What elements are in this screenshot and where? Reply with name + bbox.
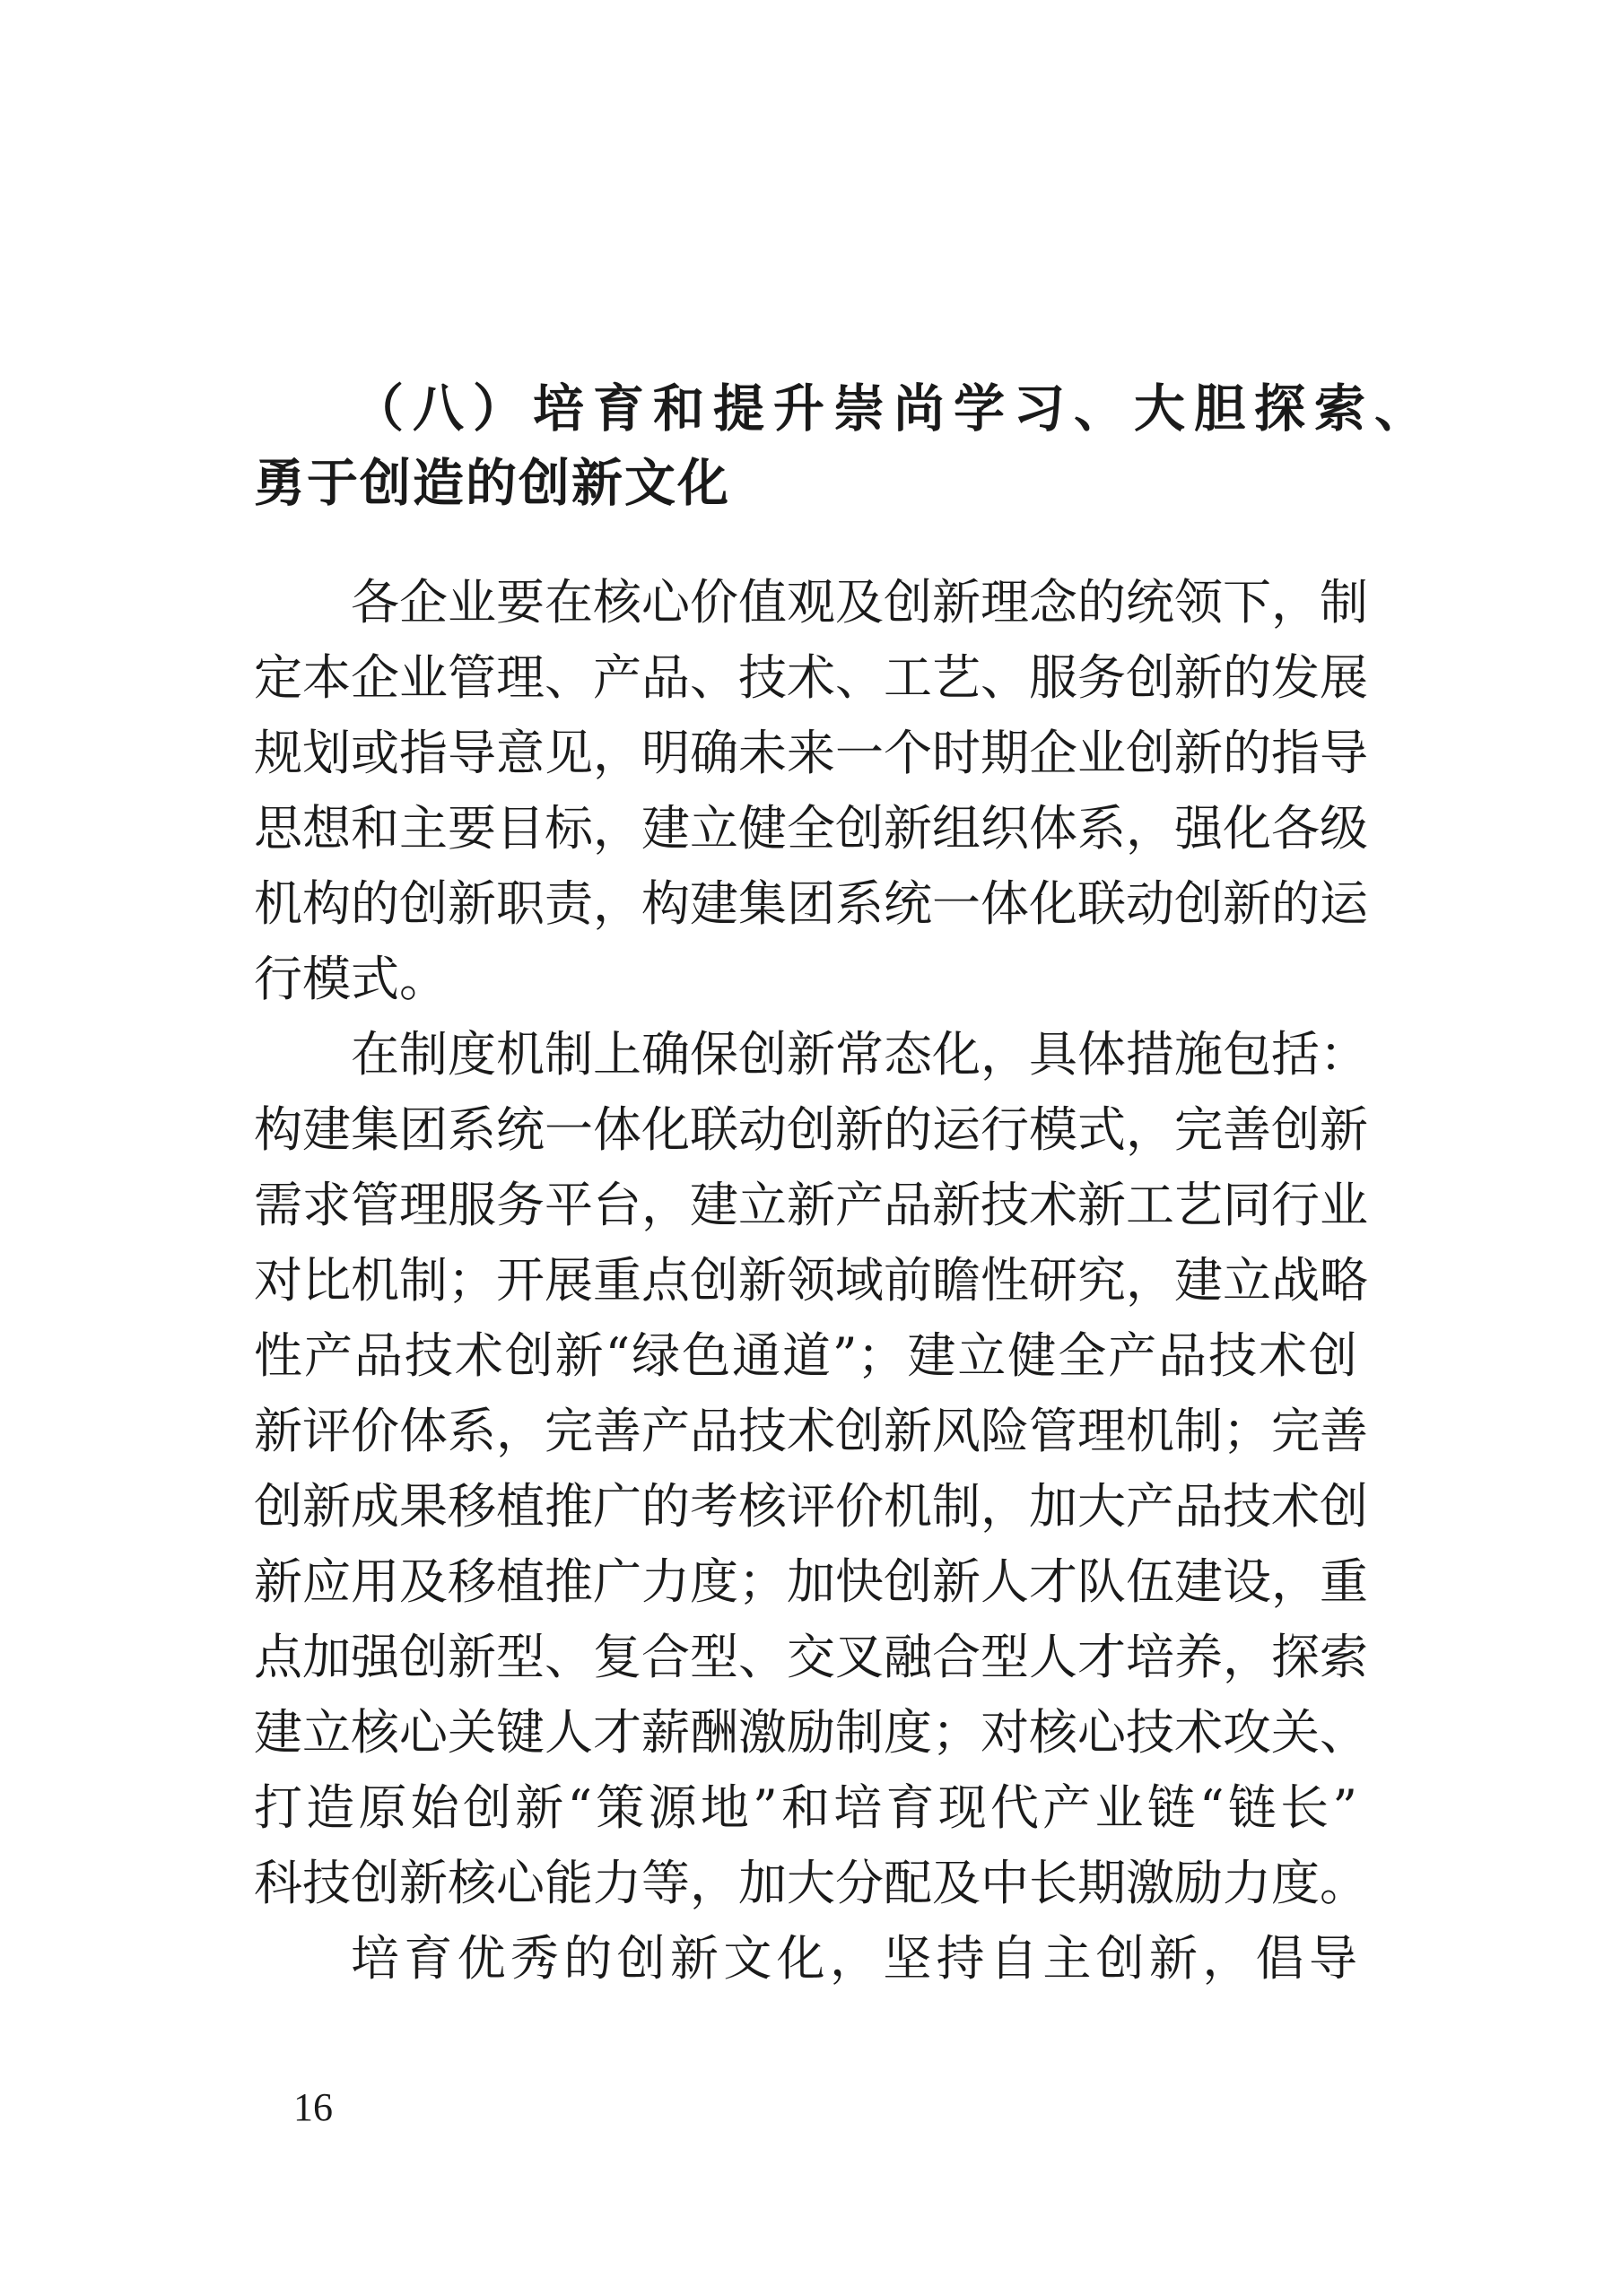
text-line: 思想和主要目标，建立健全创新组织体系，强化各级 [254, 800, 1368, 857]
text-line: 行模式。 [254, 951, 448, 1007]
body-text [254, 565, 1368, 1996]
text-line: 规划或指导意见，明确未来一个时期企业创新的指导 [254, 725, 1368, 781]
text-line: 培育优秀的创新文化，坚持自主创新，倡导 [351, 1930, 1357, 1987]
text-line: 新应用及移植推广力度；加快创新人才队伍建设，重 [254, 1553, 1368, 1610]
page-number: 16 [293, 2085, 333, 2129]
text-line: 对比机制；开展重点创新领域前瞻性研究，建立战略 [254, 1252, 1368, 1309]
text-line: 打造原始创新“策源地”和培育现代产业链“链长” [254, 1779, 1357, 1836]
text-line: 构建集团系统一体化联动创新的运行模式，完善创新 [254, 1101, 1368, 1158]
text-line: 点加强创新型、复合型、交叉融合型人才培养，探索 [254, 1629, 1368, 1685]
text-line: 在制度机制上确保创新常态化，具体措施包括： [351, 1026, 1368, 1083]
text-line: 需求管理服务平台，建立新产品新技术新工艺同行业 [254, 1177, 1368, 1233]
text-line: 创新成果移植推广的考核评价机制，加大产品技术创 [254, 1478, 1368, 1535]
text-line: 机构的创新职责，构建集团系统一体化联动创新的运 [254, 875, 1368, 932]
section-heading [254, 372, 1434, 521]
paragraph-1 [254, 565, 1368, 1017]
text-line: 新评价体系，完善产品技术创新风险管理机制；完善 [254, 1403, 1368, 1459]
section-heading-line-2: 勇于创造的创新文化 [254, 454, 730, 513]
paragraph-2 [254, 1017, 1368, 1921]
text-line: 定本企业管理、产品、技术、工艺、服务创新的发展 [254, 649, 1368, 706]
text-line: 各企业要在核心价值观及创新理念的统领下，制 [351, 574, 1368, 631]
paragraph-3 [254, 1921, 1357, 1996]
text-line: 建立核心关键人才薪酬激励制度；对核心技术攻关、 [254, 1704, 1368, 1761]
text-line: 性产品技术创新“绿色通道”；建立健全产品技术创 [254, 1327, 1357, 1384]
text-line: 科技创新核心能力等，加大分配及中长期激励力度。 [254, 1855, 1368, 1911]
section-heading-line-1: （八）培育和提升崇尚学习、大胆探索、 [353, 379, 1434, 439]
